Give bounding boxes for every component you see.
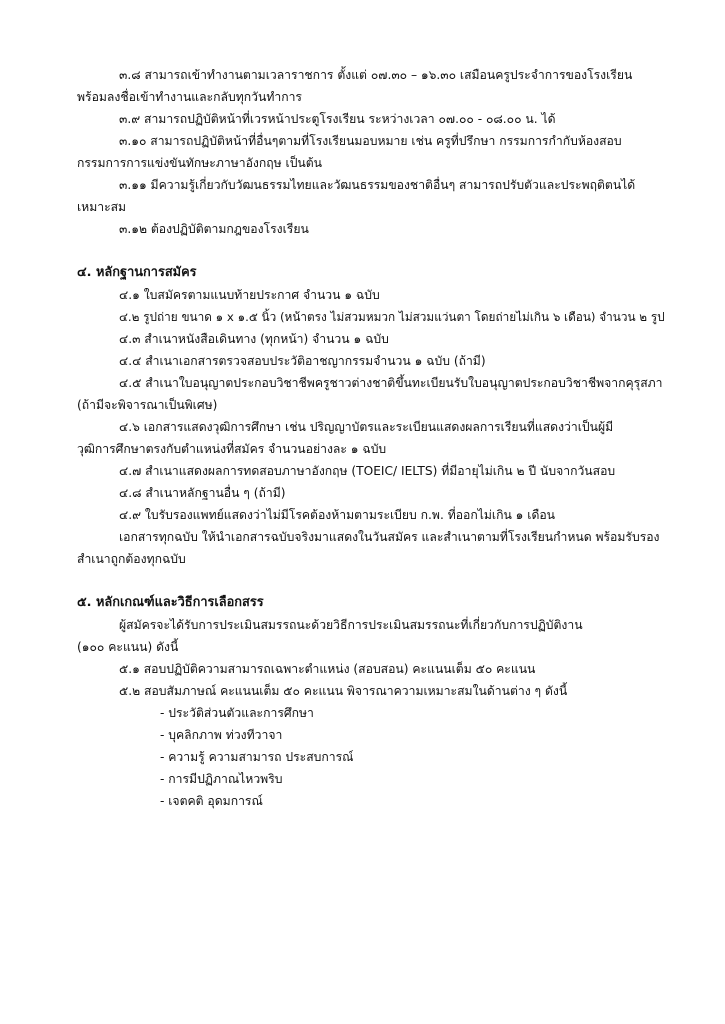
section5-bullet: - ความรู้ ความสามารถ ประสบการณ์ bbox=[160, 750, 354, 764]
section3-item-3-10-line2: กรรมการการแข่งขันทักษะภาษาอังกฤษ เป็นต้น bbox=[77, 156, 323, 170]
section5-bullet: - การมีปฏิภาณไหวพริบ bbox=[160, 772, 283, 786]
section3-item-3-12: ๓.๑๒ ต้องปฏิบัติตามกฎของโรงเรียน bbox=[119, 222, 309, 236]
section5-item-5-2: ๕.๒ สอบสัมภาษณ์ คะแนนเต็ม ๕๐ คะแนน พิจารณาความเหมาะสมในด้านต่าง ๆ ดังนี้ bbox=[119, 684, 568, 698]
section3-item-3-8-line2: พร้อมลงชื่อเข้าทำงานและกลับทุกวันทำการ bbox=[77, 90, 302, 104]
section5-bullet: - เจตคติ อุดมการณ์ bbox=[160, 794, 263, 808]
section4-item-4-5-line2: (ถ้ามีจะพิจารณาเป็นพิเศษ) bbox=[77, 398, 218, 412]
section5-bullet: - ประวัติส่วนตัวและการศึกษา bbox=[160, 706, 314, 720]
section5-intro-line2: (๑๐๐ คะแนน) ดังนี้ bbox=[77, 640, 179, 654]
section4-item-4-7: ๔.๗ สำเนาแสดงผลการทดสอบภาษาอังกฤษ (TOEIC/ IELTS) ที่มีอายุไม่เกิน ๒ ปี นับจากวันสอบ bbox=[119, 464, 616, 478]
section5-heading: ๕. หลักเกณฑ์และวิธีการเลือกสรร bbox=[77, 595, 264, 610]
section3-item-3-8-line1: ๓.๘ สามารถเข้าทำงานตามเวลาราชการ ตั้งแต่ ๐๗.๓๐ – ๑๖.๓๐ เสมือนครูประจำการของโรงเรียน bbox=[119, 68, 633, 82]
section4-item-4-6-line2: วุฒิการศึกษาตรงกับตำแหน่งที่สมัคร จำนวนอย่างละ ๑ ฉบับ bbox=[77, 442, 387, 456]
section5-item-5-1: ๕.๑ สอบปฏิบัติความสามารถเฉพาะตำแหน่ง (สอบสอน) คะแนนเต็ม ๕๐ คะแนน bbox=[119, 662, 536, 676]
section3-item-3-11-line1: ๓.๑๑ มีความรู้เกี่ยวกับวัฒนธรรมไทยและวัฒนธรรมของชาติอื่นๆ สามารถปรับตัวและประพฤติตนได้ bbox=[119, 178, 636, 192]
section4-item-4-2: ๔.๒ รูปถ่าย ขนาด ๑ x ๑.๕ นิ้ว (หน้าตรง ไม่สวมหมวก ไม่สวมแว่นตา โดยถ่ายไม่เกิน ๖ เดือน) จำนวน ๒ รูป bbox=[119, 310, 665, 324]
section4-item-4-8: ๔.๘ สำเนาหลักฐานอื่น ๆ (ถ้ามี) bbox=[119, 486, 286, 500]
section4-note-line2: สำเนาถูกต้องทุกฉบับ bbox=[77, 552, 186, 566]
section5-bullet: - บุคลิกภาพ ท่วงทีวาจา bbox=[160, 728, 283, 742]
section4-item-4-9: ๔.๙ ใบรับรองแพทย์แสดงว่าไม่มีโรคต้องห้ามตามระเบียบ ก.พ. ที่ออกไม่เกิน ๑ เดือน bbox=[119, 508, 556, 522]
section3-item-3-9: ๓.๙ สามารถปฏิบัติหน้าที่เวรหน้าประตูโรงเรียน ระหว่างเวลา ๐๗.๐๐ - ๐๘.๐๐ น. ได้ bbox=[119, 112, 556, 126]
section5-intro-line1: ผู้สมัครจะได้รับการประเมินสมรรถนะด้วยวิธีการประเมินสมรรถนะที่เกี่ยวกับการปฏิบัติงาน bbox=[119, 618, 583, 632]
section4-heading: ๔. หลักฐานการสมัคร bbox=[77, 265, 197, 280]
section4-item-4-4: ๔.๔ สำเนาเอกสารตรวจสอบประวัติอาชญากรรมจำนวน ๑ ฉบับ (ถ้ามี) bbox=[119, 354, 486, 368]
section4-item-4-3: ๔.๓ สำเนาหนังสือเดินทาง (ทุกหน้า) จำนวน ๑ ฉบับ bbox=[119, 332, 389, 346]
section4-note-line1: เอกสารทุกฉบับ ให้นำเอกสารฉบับจริงมาแสดงในวันสมัคร และสำเนาตามที่โรงเรียนกำหนด พร้อมรับรอง bbox=[119, 530, 660, 544]
section4-item-4-5-line1: ๔.๕ สำเนาใบอนุญาตประกอบวิชาชีพครูชาวต่างชาติขึ้นทะเบียนรับใบอนุญาตประกอบวิชาชีพจากคุรุสภา bbox=[119, 376, 663, 390]
section4-item-4-1: ๔.๑ ใบสมัครตามแนบท้ายประกาศ จำนวน ๑ ฉบับ bbox=[119, 288, 380, 302]
section4-item-4-6-line1: ๔.๖ เอกสารแสดงวุฒิการศึกษา เช่น ปริญญาบัตรและระเบียนแสดงผลการเรียนที่แสดงว่าเป็นผู้มี bbox=[119, 420, 614, 434]
section3-item-3-10-line1: ๓.๑๐ สามารถปฏิบัติหน้าที่อื่นๆตามที่โรงเรียนมอบหมาย เช่น ครูที่ปรึกษา กรรมการกำกับห้องสอบ bbox=[119, 134, 622, 148]
section3-item-3-11-line2: เหมาะสม bbox=[77, 200, 127, 214]
